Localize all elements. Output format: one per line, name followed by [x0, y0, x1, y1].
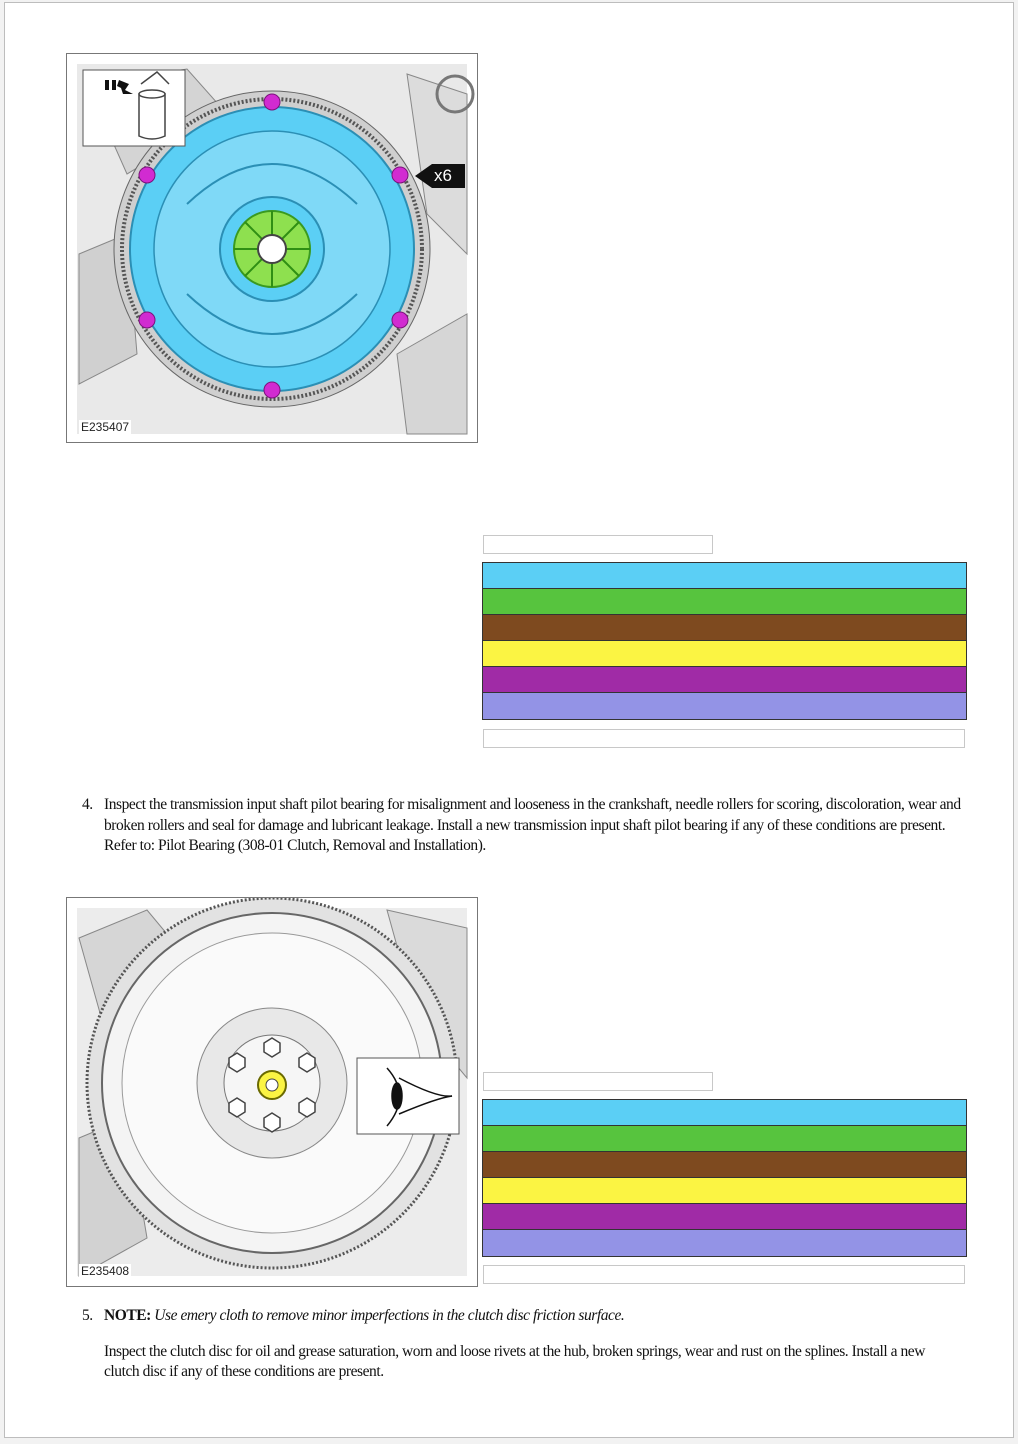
manual-page — [4, 2, 1014, 1438]
legend-row-green — [483, 1126, 966, 1152]
legend-caption-box — [483, 1072, 713, 1091]
legend-row-lavender — [483, 1230, 966, 1256]
legend-row-brown — [483, 1152, 966, 1178]
step-5 — [82, 1306, 962, 1386]
step-number: 5. — [82, 1307, 93, 1324]
figure-id-label: E235407 — [81, 420, 130, 434]
step-text: Inspect the clutch disc for oil and grease saturation, worn and loose rivets at the hub, broken springs, wear and rust on the splines. Install a new clutch disc if any of these conditions are present. — [104, 1342, 925, 1380]
step-note — [104, 1306, 962, 1327]
figure-id-label: E235408 — [81, 1264, 130, 1278]
note-text: Use emery cloth to remove minor imperfections in the clutch disc friction surface. — [154, 1307, 625, 1324]
color-legend-table — [482, 562, 967, 720]
legend-row-green — [483, 589, 966, 615]
legend-row-yellow — [483, 641, 966, 667]
legend-caption-box — [483, 535, 713, 554]
legend-row-brown — [483, 615, 966, 641]
step-text: Inspect the transmission input shaft pilot bearing for misalignment and looseness in the crankshaft, needle rollers for scoring, discoloration, wear and broken rollers and seal for damage and lubricant leakage. Install a new transmission input shaft pilot bearing if any of these conditions are present. — [104, 796, 961, 834]
legend-row-yellow — [483, 1178, 966, 1204]
legend-row-purple — [483, 667, 966, 693]
flywheel-pilot-bearing-figure — [66, 897, 478, 1287]
clutch-pressure-plate-illustration — [67, 54, 477, 442]
legend-footer-box — [483, 1265, 965, 1284]
flywheel-illustration — [67, 898, 477, 1286]
step-number: 4. — [82, 796, 93, 813]
step-4 — [82, 795, 962, 881]
note-label: NOTE: — [104, 1307, 151, 1324]
quantity-callout-text: x6 — [434, 166, 452, 185]
clutch-pressure-plate-figure — [66, 53, 478, 443]
legend-row-blue — [483, 563, 966, 589]
step-reference-link[interactable]: Refer to: Pilot Bearing (308-01 Clutch, Removal and Installation). — [104, 837, 486, 854]
legend-footer-box — [483, 729, 965, 748]
legend-row-lavender — [483, 693, 966, 719]
legend-row-blue — [483, 1100, 966, 1126]
color-legend-table — [482, 1099, 967, 1257]
legend-row-purple — [483, 1204, 966, 1230]
